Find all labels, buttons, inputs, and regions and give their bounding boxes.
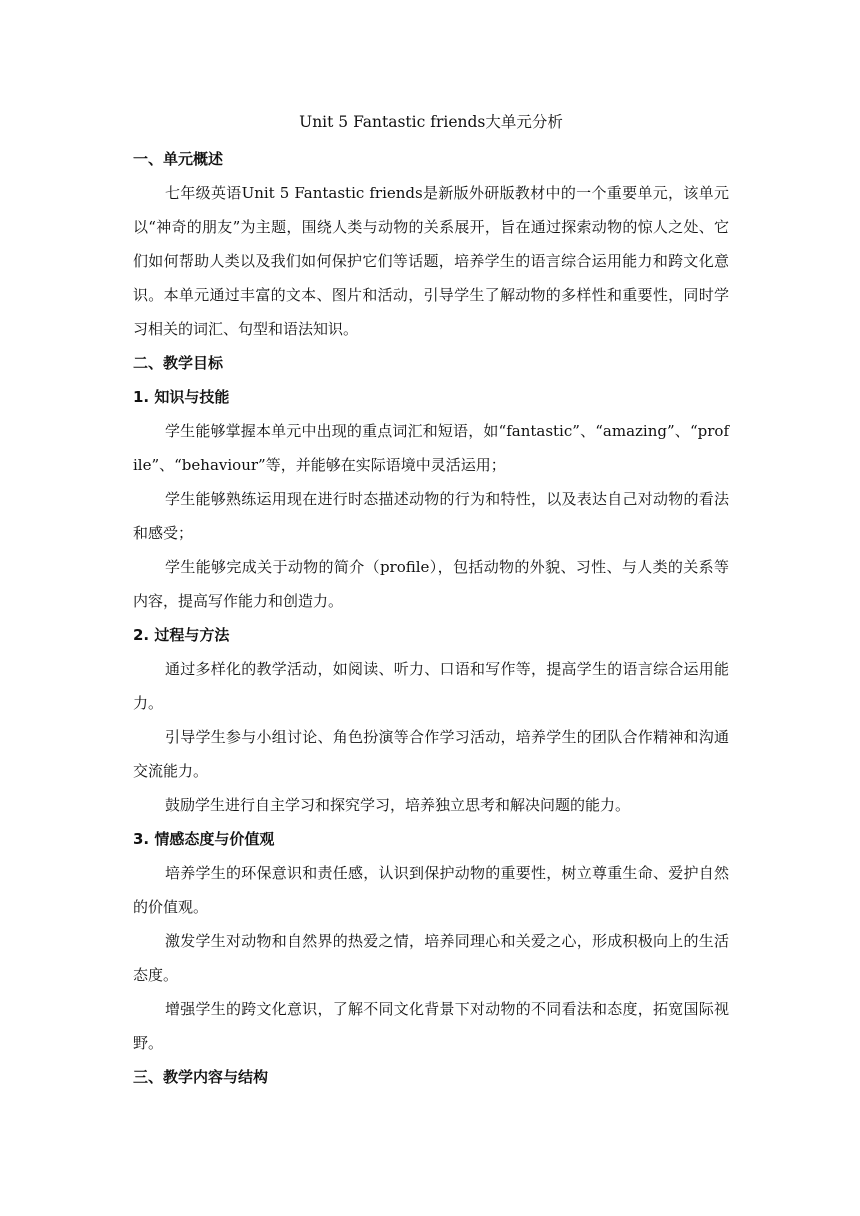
subheading-knowledge-skills: 1. 知识与技能 xyxy=(133,388,230,406)
overview-paragraph: 七年级英语Unit 5 Fantastic friends是新版外研版教材中的一个重要单元，该单元以“神奇的朋友”为主题，围绕人类与动物的关系展开，旨在通过探索动物的惊人之处、它们如何帮助人类以及我们如何保护它们等话题，培养学生的语言综合运用能力和跨文化意识。本单元通过丰富的文本、图片和活动，引导学生了解动物的多样性和重要性，同时学习相关的词汇、句型和语法知识。 xyxy=(133,184,729,338)
subheading-process-methods: 2. 过程与方法 xyxy=(133,626,230,644)
process-paragraph-3: 鼓励学生进行自主学习和探究学习，培养独立思考和解决问题的能力。 xyxy=(165,796,631,814)
knowledge-paragraph-3: 学生能够完成关于动物的简介（profile），包括动物的外貌、习性、与人类的关系等内容，提高写作能力和创造力。 xyxy=(133,558,729,610)
document-title: Unit 5 Fantastic friends大单元分析 xyxy=(299,113,563,131)
values-paragraph-3: 增强学生的跨文化意识，了解不同文化背景下对动物的不同看法和态度，拓宽国际视野。 xyxy=(133,1000,729,1052)
process-paragraph-1: 通过多样化的教学活动，如阅读、听力、口语和写作等，提高学生的语言综合运用能力。 xyxy=(133,660,729,712)
subheading-values: 3. 情感态度与价值观 xyxy=(133,830,275,848)
values-paragraph-1: 培养学生的环保意识和责任感，认识到保护动物的重要性，树立尊重生命、爱护自然的价值观。 xyxy=(133,864,729,916)
section-heading-overview: 一、单元概述 xyxy=(133,150,224,168)
knowledge-paragraph-2: 学生能够熟练运用现在进行时态描述动物的行为和特性，以及表达自己对动物的看法和感受； xyxy=(133,490,729,542)
document-body xyxy=(133,108,729,1094)
section-heading-content-structure: 三、教学内容与结构 xyxy=(133,1068,269,1086)
values-paragraph-2: 激发学生对动物和自然界的热爱之情，培养同理心和关爱之心，形成积极向上的生活态度。 xyxy=(133,932,729,984)
section-heading-goals: 二、教学目标 xyxy=(133,354,224,372)
knowledge-paragraph-1: 学生能够掌握本单元中出现的重点词汇和短语，如“fantastic”、“amazing”、“profile”、“behaviour”等，并能够在实际语境中灵活运用； xyxy=(133,422,729,474)
process-paragraph-2: 引导学生参与小组讨论、角色扮演等合作学习活动，培养学生的团队合作精神和沟通交流能力。 xyxy=(133,728,729,780)
